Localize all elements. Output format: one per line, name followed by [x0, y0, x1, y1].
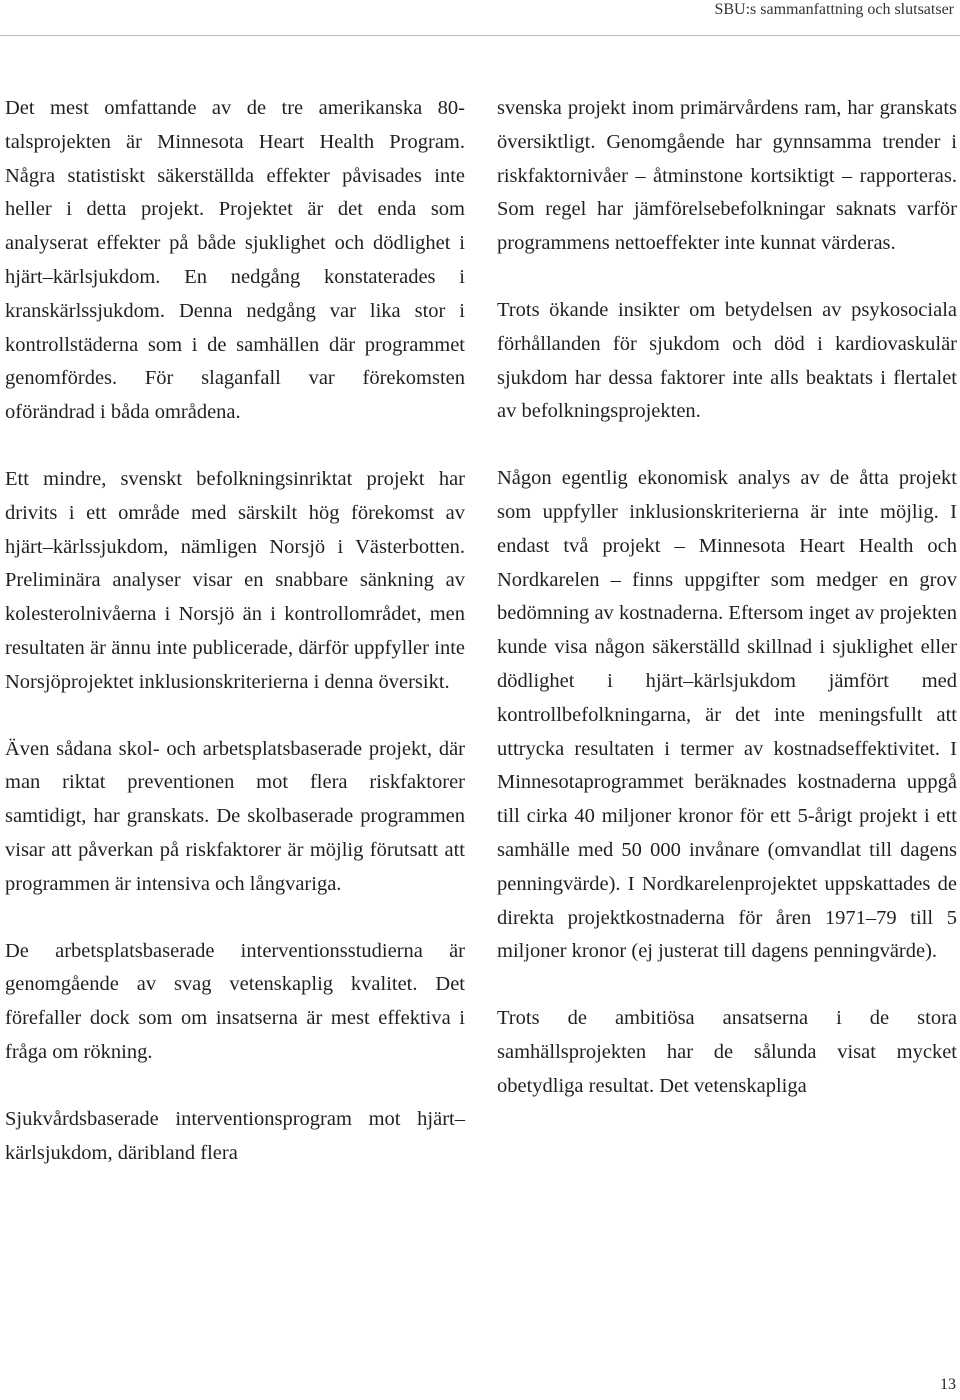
paragraph-minnesota-heart-health: Det mest omfattande av de tre amerikanska 80-talsprojekten är Minnesota Heart Health Program. Några statistiskt säkerställda effekter påvisades inte heller i detta projekt. Projektet är det enda som analyserat effekter på både sjuklighet och dödlighet i hjärt–kärlsjukdom. En nedgång konstaterades i kranskärlssjukdom. Denna nedgång var lika stor i kontrollstäderna som i de samhällen där programmet genomfördes. För slaganfall var förekomsten oförändrad i båda områdena. [5, 97, 465, 424]
left-text-column [5, 92, 465, 1203]
paragraph-norsjo-project: Ett mindre, svenskt befolkningsinriktat projekt har drivits i ett område med särskilt hög förekomst av hjärt–kärlssjukdom, nämligen Norsjö i Västerbotten. Preliminära analyser visar en snabbare sänkning av kolesterolnivåerna i Norsjö än i kontrollområdet, men resultaten är ännu inte publicerade, därför uppfyller inte Norsjöprojektet inklusionskriterierna i denna översikt. [5, 467, 465, 693]
paragraph-workplace-studies: De arbetsplatsbaserade interventionsstudierna är genomgående av svag vetenskaplig kvalitet. Det förefaller dock som om insatserna är mest effektiva i fråga om rökning. [5, 939, 465, 1063]
right-text-column [497, 92, 957, 1137]
paragraph-psychosocial-factors: Trots ökande insikter om betydelsen av psykosociala förhållanden för sjukdom och död i kardiovaskulär sjukdom har dessa faktorer inte alls beaktats i flertalet av befolkningsprojekten. [497, 298, 957, 423]
paragraph-school-workplace: Även sådana skol- och arbetsplatsbaserade projekt, där man riktat preventionen mot flera riskfaktorer samtidigt, har granskats. De skolbaserade programmen visar att påverkan på riskfaktorer är möjlig förutsatt att programmen är intensiva och långvariga. [5, 737, 465, 895]
paragraph-swedish-primary-care: svenska projekt inom primärvårdens ram, har granskats översiktligt. Genomgående har gynnsamma trender i riskfaktornivåer – åtminstone kortsiktigt – rapporteras. Som regel har jämförelsebefolkningar saknats varför programmens nettoeffekter inte kunnat värderas. [497, 97, 957, 255]
paragraph-economic-analysis: Någon egentlig ekonomisk analys av de åtta projekt som uppfyller inklusionskriterierna är inte möjlig. I endast två projekt – Minnesota Heart Health och Nordkarelen – finns uppgifter som medger en grov bedömning av kostnaderna. Eftersom inget av projekten kunde visa någon säkerställd skillnad i sjuklighet eller dödlighet i hjärt–kärlsjukdom jämfört med kontrollbefolkningarna, är det inte meningsfullt att uttrycka resultaten i termer av kostnadseffektivitet. I Minnesotaprogrammet beräknades kostnaderna uppgå till cirka 40 miljoner kronor för ett 5-årigt projekt i ett samhälle med 50 000 invånare (omvandlat till dagens penningvärde). I Nordkarelenprojektet uppskattades de direkta projektkostnaderna för åren 1971–79 till 5 miljoner kronor (ej justerat till dagens penningvärde). [497, 467, 957, 963]
running-header: SBU:s sammanfattning och slutsatser [714, 1, 954, 18]
paragraph-ambitious-projects: Trots de ambitiösa ansatserna i de stora samhällsprojekten har de sålunda visat mycket obetydliga resultat. Det vetenskapliga [497, 1007, 957, 1097]
paragraph-healthcare-programs: Sjukvårdsbaserade interventionsprogram mot hjärt–kärlsjukdom, däribland flera [5, 1107, 465, 1164]
page-number: 13 [940, 1376, 956, 1393]
header-divider [0, 35, 960, 36]
